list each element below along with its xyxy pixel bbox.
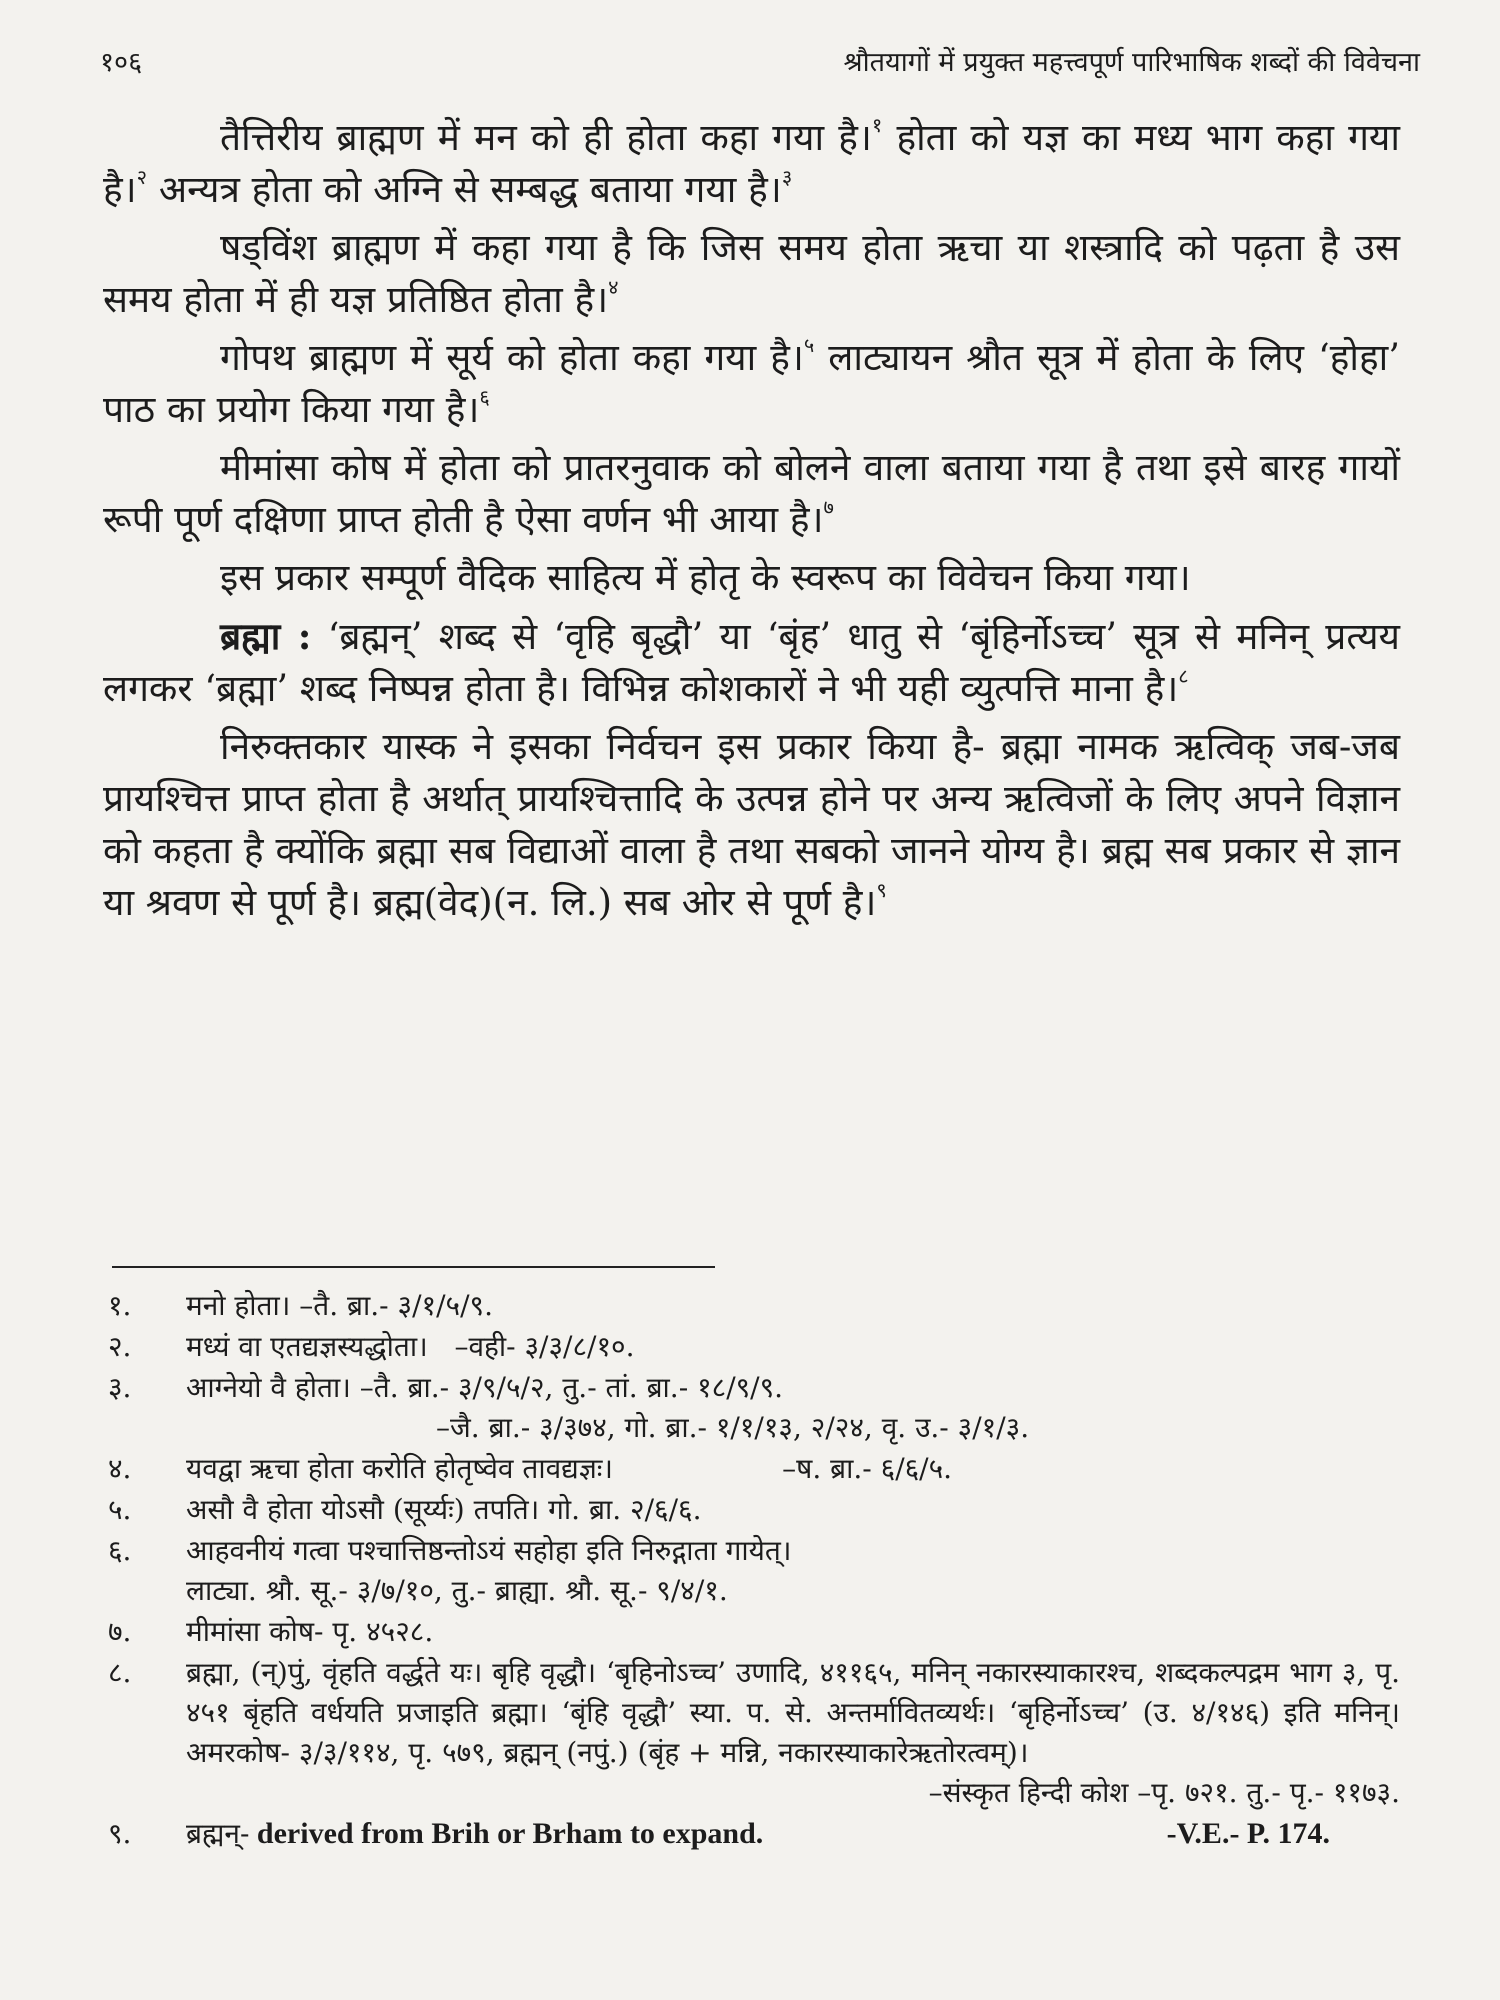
paragraph-1: तैत्तिरीय ब्राह्मण में मन को ही होता कहा गया है।$^१$ होता को यज्ञ का मध्य भाग कहा गया है।$^२$ अन्यत्र होता को अग्नि से सम्बद्ध बताया गया है।$^३$ bbox=[103, 113, 1400, 211]
running-head bbox=[100, 42, 1420, 82]
paragraph-3: गोपथ ब्राह्मण में सूर्य को होता कहा गया है।$^५$ लाट्यायन श्रौत सूत्र में होता के लिए ‘होहा’ पाठ का प्रयोग किया गया है।$^६$ bbox=[103, 333, 1400, 431]
footnote-ref: ८ bbox=[1178, 664, 1189, 688]
paragraph-6: ब्रह्मा : ‘ब्रह्मन्’ शब्द से ‘वृहि बृद्धौ’ या ‘बृंह’ धातु से ‘बृंहिर्नोऽच्च’ सूत्र से मनिन् प्रत्यय लगकर ‘ब्रह्मा’ शब्द निष्पन्न होता है। विभिन्न कोशकारों ने भी यही व्युत्पत्ति माना है।$^८$ bbox=[103, 614, 1400, 710]
page-number: १०६ bbox=[100, 47, 143, 78]
footnote-ref: ७ bbox=[823, 495, 834, 519]
paragraph-2: षड्विंश ब्राह्मण में कहा गया है कि जिस समय होता ऋचा या शस्त्रादि को पढ़ता है उस समय होता में ही यज्ञ प्रतिष्ठित होता है।$^४$ bbox=[103, 226, 1400, 321]
footnote-8: ८. ब्रह्मा, (न्)पुं, वृंहति वर्द्धते यः। बृहि वृद्धौ। ‘बृहिनोऽच्च’ उणादि, ४११६५, मनिन् नकारस्याकारश्च, शब्दकल्पद्रम भाग ३, पृ. ४५१ बृंहति वर्धयति प्रजाइति ब्रह्मा। ‘बृंहि वृद्धौ’ स्या. प. से. अन्तर्मावितव्यर्थः। ‘बृहिर्नोऽच्च’ (उ. ४/१४६) इति मनिन्। अमरकोष- ३/३/११४, पृ. ५७९, ब्रह्मन् (नपुं.) (बृंह + मन्नि, नकारस्याकारेऋतोरत्वम्)। –संस्कृत हिन्दी कोश –पृ. ७२१. तु.- पृ.- ११७३. bbox=[108, 1656, 1400, 1809]
section-term: ब्रह्मा : bbox=[220, 614, 312, 658]
footnote-5: ५. असौ वै होता योऽसौ (सूर्य्यः) तपति। गो. ब्रा. २/६/६. bbox=[108, 1493, 702, 1526]
paragraph-4: मीमांसा कोष में होता को प्रातरनुवाक को बोलने वाला बताया गया है तथा इसे बारह गायों रूपी पूर्ण दक्षिणा प्राप्त होती है ऐसा वर्णन भी आया है।$^७$ bbox=[103, 446, 1400, 541]
footnote-9: ९. ब्रह्मन्- derived from Brih or Brham to expand. -V.E.- P. 174. bbox=[108, 1817, 1330, 1850]
footnotes bbox=[108, 1286, 1400, 1855]
footnote-2: २. मध्यं वा एतद्यज्ञस्यद्धोता। –वही- ३/३/८/१०. bbox=[108, 1330, 635, 1363]
footnote-ref: ३ bbox=[781, 165, 793, 189]
footnote-1: १. मनो होता। –तै. ब्रा.- ३/१/५/९. bbox=[108, 1289, 493, 1322]
running-title: श्रौतयागों में प्रयुक्त महत्त्वपूर्ण पारिभाषिक शब्दों की विवेचना bbox=[843, 47, 1420, 78]
footnote-ref: १ bbox=[871, 113, 883, 137]
main-text bbox=[103, 112, 1400, 935]
paragraph-7: निरुक्तकार यास्क ने इसका निर्वचन इस प्रकार किया है- ब्रह्मा नामक ऋत्विक् जब-जब प्रायश्चित्त प्राप्त होता है अर्थात् प्रायश्चित्तादि के उत्पन्न होने पर अन्य ऋत्विजों के लिए अपने विज्ञान को कहता है क्योंकि ब्रह्मा सब विद्याओं वाला है तथा सबको जानने योग्य है। ब्रह्म सब प्रकार से ज्ञान या श्रवण से पूर्ण है। ब्रह्म(वेद)(न. लि.) सब ओर से पूर्ण है।$^९$ bbox=[103, 725, 1400, 924]
footnote-6: ६. आहवनीयं गत्वा पश्चात्तिष्ठन्तोऽयं सहोहा इति निरुद्गाता गायेत्। लाट्या. श्रौ. सू.- ३/७/१०, तु.- ब्राह्या. श्रौ. सू.- ९/४/१. bbox=[108, 1534, 792, 1607]
footnote-ref: ६ bbox=[479, 385, 490, 409]
footnote-4: ४. यवद्वा ऋचा होता करोति होतृष्वेव तावद्यज्ञः। –ष. ब्रा.- ६/६/५. bbox=[108, 1452, 953, 1485]
footnote-ref: २ bbox=[136, 165, 148, 189]
footnote-ref: ९ bbox=[876, 878, 887, 902]
footnote-ref: ४ bbox=[608, 275, 619, 299]
paragraph-5: इस प्रकार सम्पूर्ण वैदिक साहित्य में होतृ के स्वरूप का विवेचन किया गया। bbox=[220, 556, 1191, 599]
footnote-3: ३. आग्नेयो वै होता। –तै. ब्रा.- ३/९/५/२, तु.- तां. ब्रा.- १८/९/९. –जै. ब्रा.- ३/३७४, गो. ब्रा.- १/१/१३, २/२४, वृ. उ.- ३/१/३. bbox=[108, 1371, 1030, 1444]
footnote-7: ७. मीमांसा कोष- पृ. ४५२८. bbox=[108, 1615, 434, 1648]
footnote-divider bbox=[112, 1266, 715, 1268]
footnote-ref: ५ bbox=[803, 333, 815, 357]
